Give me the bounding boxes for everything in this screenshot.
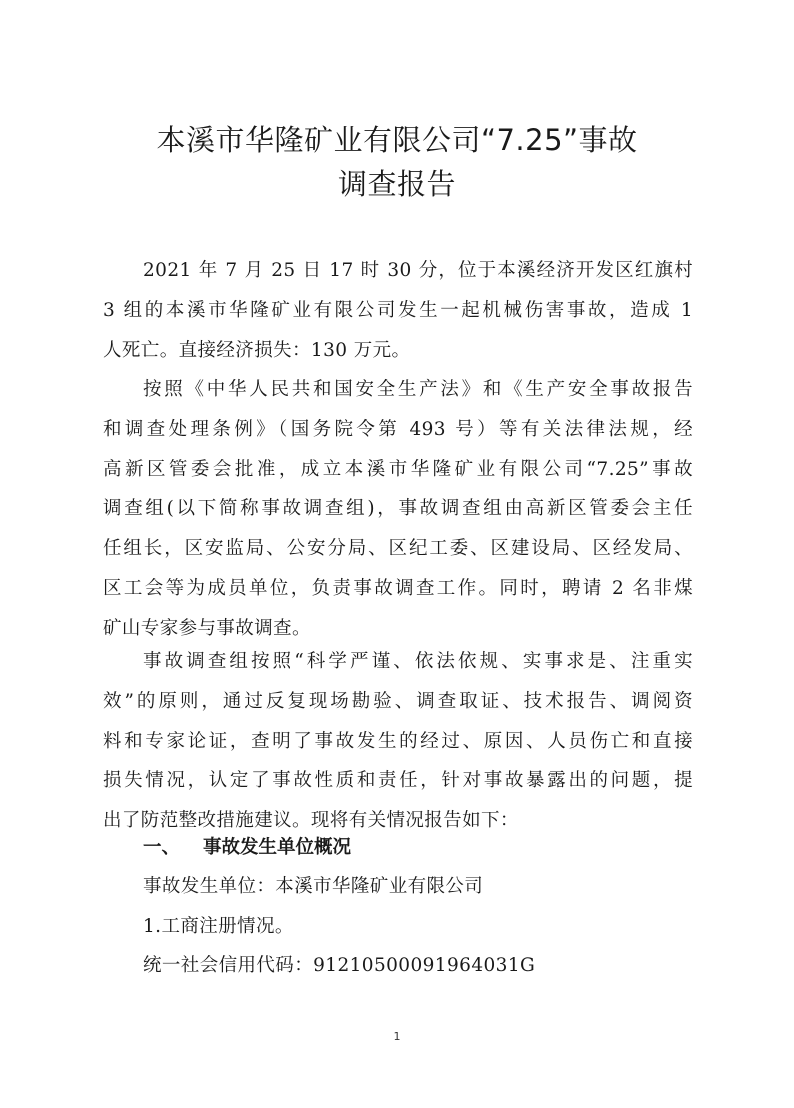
paragraph-line: 任组长，区安监局、公安分局、区纪工委、区建设局、区经发局、 [103,538,693,560]
paragraph-line: 损失情况，认定了事故性质和责任，针对事故暴露出的问题，提 [103,770,693,792]
section-number: 一、 [143,837,181,858]
section-title: 事故发生单位概况 [203,837,352,858]
section-heading [143,828,351,868]
paragraph-line: 区工会等为成员单位，负责事故调查工作。同时，聘请 2 名非煤 [103,577,693,599]
document-title-line-1: 本溪市华隆矿业有限公司“7.25”事故 [156,123,638,157]
paragraph-line: 和调查处理条例》（国务院令第 493 号）等有关法律法规，经 [103,418,693,440]
paragraph-line: 3 组的本溪市华隆矿业有限公司发生一起机械伤害事故，造成 1 [103,299,693,321]
paragraph-line: 高新区管委会批准，成立本溪市华隆矿业有限公司“7.25”事故 [103,458,693,480]
document-title-line-2: 调查报告 [337,167,456,201]
paragraph-incident-summary [103,251,693,370]
paragraph-line: 调查组(以下简称事故调查组)，事故调查组由高新区管委会主任 [103,498,693,520]
paragraph-line: 出了防范整改措施建议。现将有关情况报告如下： [103,810,519,832]
subsection-title: 1.工商注册情况。 [143,916,294,937]
incident-unit-line: 事故发生单位：本溪市华隆矿业有限公司 [143,876,484,897]
paragraph-investigation-principles [103,642,693,841]
paragraph-line: 事故调查组按照“科学严谨、依法依规、实事求是、注重实 [143,651,693,672]
paragraph-line: 效”的原则，通过反复现场勘验、调查取证、技术报告、调阅资 [103,690,693,712]
paragraph-investigation-basis [103,370,693,649]
paragraph-line: 矿山专家参与事故调查。 [103,617,311,639]
paragraph-line: 人死亡。直接经济损失：130 万元。 [103,339,411,361]
credit-code-line: 统一社会信用代码：91210500091964031G [143,955,536,976]
paragraph-line: 按照《中华人民共和国安全生产法》和《生产安全事故报告 [143,379,693,400]
paragraph-line: 2021 年 7 月 25 日 17 时 30 分，位于本溪经济开发区红旗村 [143,260,693,281]
page-number: 1 [393,1030,401,1043]
paragraph-line: 料和专家论证，查明了事故发生的经过、原因、人员伤亡和直接 [103,730,693,752]
